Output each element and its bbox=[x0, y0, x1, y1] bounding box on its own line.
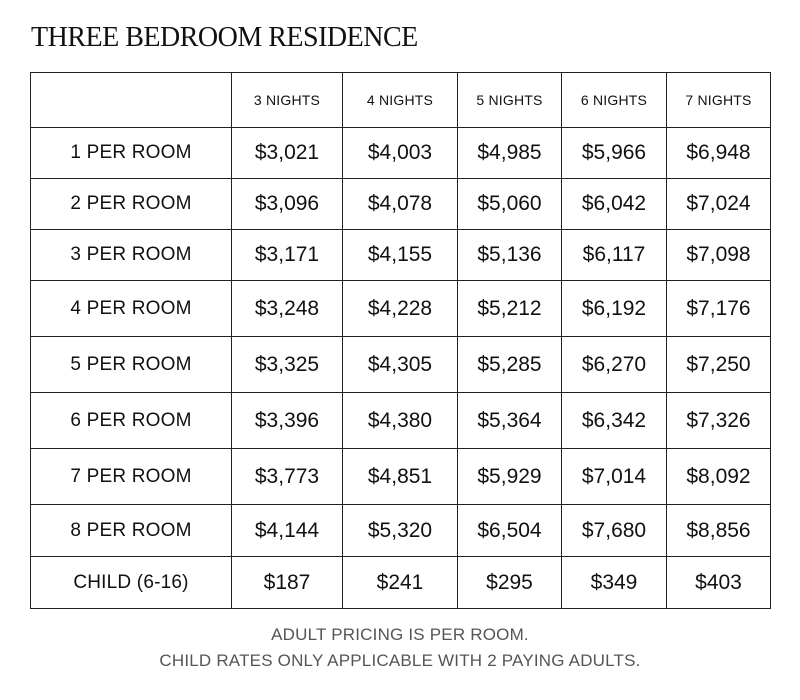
price-cell: $187 bbox=[232, 557, 343, 609]
footnote-child-rates: CHILD RATES ONLY APPLICABLE WITH 2 PAYING ADULTS. bbox=[159, 651, 641, 670]
page-title: THREE BEDROOM RESIDENCE bbox=[31, 22, 418, 53]
row-label: 2 PER ROOM bbox=[31, 179, 232, 230]
price-cell: $7,024 bbox=[667, 179, 771, 230]
price-cell: $3,021 bbox=[232, 128, 343, 179]
table-row bbox=[31, 230, 771, 281]
column-header-7-nights: 7 NIGHTS bbox=[667, 73, 771, 128]
price-cell: $8,856 bbox=[667, 505, 771, 557]
table-row bbox=[31, 505, 771, 557]
price-cell: $5,929 bbox=[458, 449, 562, 505]
price-cell: $7,176 bbox=[667, 281, 771, 337]
column-header-4-nights: 4 NIGHTS bbox=[343, 73, 458, 128]
price-cell: $3,096 bbox=[232, 179, 343, 230]
price-cell: $5,364 bbox=[458, 393, 562, 449]
price-cell: $3,248 bbox=[232, 281, 343, 337]
price-cell: $6,042 bbox=[562, 179, 667, 230]
price-cell: $5,212 bbox=[458, 281, 562, 337]
row-label: 3 PER ROOM bbox=[31, 230, 232, 281]
table-row bbox=[31, 393, 771, 449]
price-cell: $403 bbox=[667, 557, 771, 609]
footnote-adult-pricing: ADULT PRICING IS PER ROOM. bbox=[271, 625, 529, 644]
price-cell: $6,192 bbox=[562, 281, 667, 337]
price-cell: $4,003 bbox=[343, 128, 458, 179]
price-cell: $5,136 bbox=[458, 230, 562, 281]
pricing-table bbox=[30, 72, 771, 609]
table-row bbox=[31, 337, 771, 393]
price-cell: $5,060 bbox=[458, 179, 562, 230]
price-cell: $3,773 bbox=[232, 449, 343, 505]
price-cell: $7,250 bbox=[667, 337, 771, 393]
row-label: 1 PER ROOM bbox=[31, 128, 232, 179]
price-cell: $4,851 bbox=[343, 449, 458, 505]
row-label: 8 PER ROOM bbox=[31, 505, 232, 557]
price-cell: $3,396 bbox=[232, 393, 343, 449]
price-cell: $6,117 bbox=[562, 230, 667, 281]
price-cell: $4,305 bbox=[343, 337, 458, 393]
price-cell: $5,966 bbox=[562, 128, 667, 179]
price-cell: $4,985 bbox=[458, 128, 562, 179]
table-row bbox=[31, 128, 771, 179]
price-cell: $4,380 bbox=[343, 393, 458, 449]
column-header-5-nights: 5 NIGHTS bbox=[458, 73, 562, 128]
row-label: 6 PER ROOM bbox=[31, 393, 232, 449]
price-cell: $6,342 bbox=[562, 393, 667, 449]
column-header-3-nights: 3 NIGHTS bbox=[232, 73, 343, 128]
table-row bbox=[31, 281, 771, 337]
price-cell: $4,228 bbox=[343, 281, 458, 337]
price-cell: $4,144 bbox=[232, 505, 343, 557]
price-cell: $295 bbox=[458, 557, 562, 609]
price-cell: $7,326 bbox=[667, 393, 771, 449]
price-cell: $4,078 bbox=[343, 179, 458, 230]
price-cell: $3,171 bbox=[232, 230, 343, 281]
price-cell: $3,325 bbox=[232, 337, 343, 393]
row-label: 7 PER ROOM bbox=[31, 449, 232, 505]
table-row bbox=[31, 179, 771, 230]
row-label: 4 PER ROOM bbox=[31, 281, 232, 337]
price-cell: $6,948 bbox=[667, 128, 771, 179]
table-row bbox=[31, 449, 771, 505]
price-cell: $6,504 bbox=[458, 505, 562, 557]
price-cell: $8,092 bbox=[667, 449, 771, 505]
price-cell: $7,098 bbox=[667, 230, 771, 281]
price-cell: $7,014 bbox=[562, 449, 667, 505]
table-row bbox=[31, 557, 771, 609]
price-cell: $349 bbox=[562, 557, 667, 609]
price-cell: $6,270 bbox=[562, 337, 667, 393]
corner-cell bbox=[31, 73, 232, 128]
price-cell: $241 bbox=[343, 557, 458, 609]
column-header-6-nights: 6 NIGHTS bbox=[562, 73, 667, 128]
header-row bbox=[31, 73, 771, 128]
price-cell: $5,320 bbox=[343, 505, 458, 557]
row-label: CHILD (6-16) bbox=[31, 557, 232, 609]
price-cell: $4,155 bbox=[343, 230, 458, 281]
price-cell: $7,680 bbox=[562, 505, 667, 557]
price-cell: $5,285 bbox=[458, 337, 562, 393]
row-label: 5 PER ROOM bbox=[31, 337, 232, 393]
